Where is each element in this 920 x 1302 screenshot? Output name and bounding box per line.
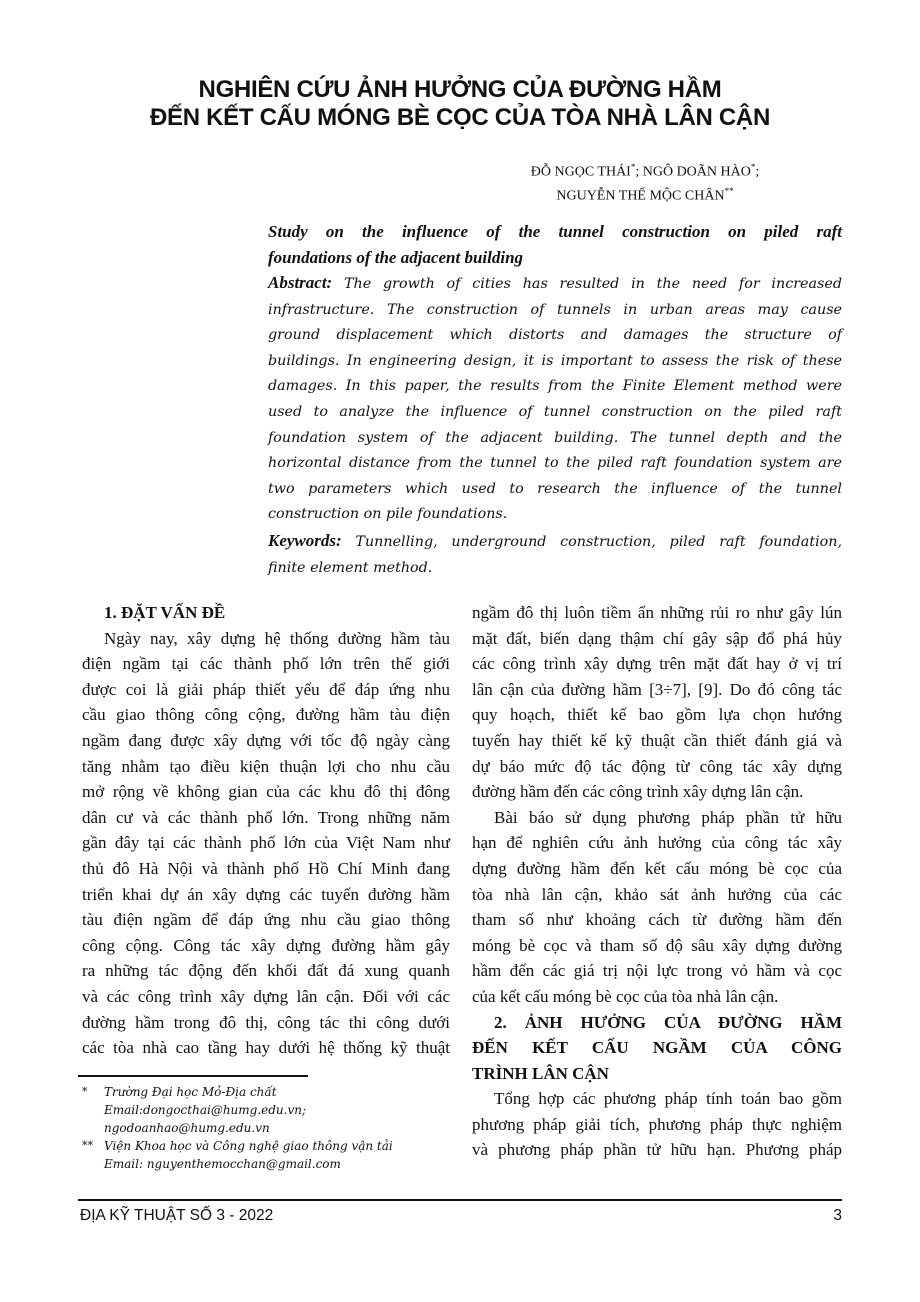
section-heading: 1. ĐẶT VẤN ĐỀ: [104, 603, 226, 622]
english-title-line: foundations of the adjacent building: [268, 248, 524, 267]
body-line: Ngày nay, xây dựng hệ thống đường hầm tàu: [104, 628, 450, 648]
section-heading: TRÌNH LÂN CẬN: [472, 1063, 609, 1083]
keywords-label: Keywords:: [268, 530, 342, 550]
body-line: và các công trình xây dựng lân cận. Đối với các: [82, 986, 450, 1006]
abstract-line: buildings. In engineering design, it is important to assess the risk of these: [268, 352, 842, 369]
body-line: triển khai dự án xây dựng các tuyến đường hầm: [82, 884, 450, 904]
section-heading: ĐẾN KẾT CẤU NGẦM CỦA CÔNG: [472, 1038, 842, 1058]
abstract-line: damages. In this paper, the results from the Finite Element method were: [268, 378, 842, 395]
body-line: quy hoạch, thiết kế bao gồm lựa chọn hướng: [472, 705, 842, 725]
abstract: [268, 270, 842, 581]
body-line: tăng nhằm tạo điều kiện thuận lợi cho nhu cầu: [82, 756, 450, 776]
right-column: [472, 600, 842, 1163]
body-line: thủ đô Hà Nội và thành phố Hồ Chí Minh đang: [82, 858, 450, 878]
body-line: gần đây tại các thành phố lớn của Việt Nam như: [82, 833, 450, 853]
title-line: ĐẾN KẾT CẤU MÓNG BÈ CỌC CỦA TÒA NHÀ LÂN CẬN: [150, 104, 770, 131]
body-line: được coi là giải pháp thiết yếu để đáp ứng nhu: [82, 679, 450, 699]
authors: [480, 158, 810, 205]
body-line: móng bè cọc và tham số độ sâu xây dựng đường: [472, 935, 842, 955]
abstract-label: Abstract:: [268, 273, 333, 292]
body-line: của kết cấu móng bè cọc của tòa nhà lân cận.: [472, 986, 779, 1006]
body-line: Tổng hợp các phương pháp tính toán bao gồm: [494, 1089, 842, 1109]
body-line: công cộng. Công tác xây dựng đường hầm gây: [82, 935, 450, 955]
body-line: tòa nhà lân cận, khảo sát ảnh hưởng của các: [472, 884, 842, 904]
section-heading: 2. ẢNH HƯỞNG CỦA ĐƯỜNG HẦM: [494, 1012, 842, 1032]
affiliation-mark: *: [750, 162, 756, 172]
body-line: phương pháp giải tích, phương pháp thực nghiệm: [472, 1114, 842, 1134]
body-line: mở rộng về không gian của các khu đô thị đông: [82, 782, 450, 802]
body-line: tuyến hay thiết kế kỹ thuật cần thiết đánh giá và: [472, 730, 842, 750]
body-line: hạn để nghiên cứu ảnh hưởng của công tác xây: [472, 833, 842, 853]
affiliation-mark: *: [630, 162, 636, 172]
left-column: [82, 600, 450, 1061]
body-line: ngầm đang được xây dựng với tốc độ ngày càng: [82, 730, 450, 750]
footer-divider: [78, 1199, 842, 1201]
body-line: ra những tác động đến khối đất đá xung quanh: [82, 961, 450, 981]
body-line: Bài báo sử dụng phương pháp phần tử hữu: [494, 807, 842, 827]
footnote-line: Trường Đại học Mỏ-Địa chất: [104, 1085, 277, 1099]
footnotes: [82, 1083, 462, 1173]
paper-title: [60, 76, 860, 132]
body-line: đường hầm đến các công trình xây dựng lân cận.: [472, 782, 804, 802]
body-line: các công trình xây dựng trên mặt đất hay ở vị trí: [472, 654, 842, 674]
keywords-line: finite element method.: [268, 559, 433, 576]
abstract-line: The growth of cities has resulted in the need for increased: [332, 276, 842, 292]
title-line: NGHIÊN CỨU ẢNH HƯỞNG CỦA ĐƯỜNG HẦM: [198, 76, 722, 103]
abstract-line: construction on pile foundations.: [268, 506, 508, 523]
abstract-line: foundation system of the adjacent building. The tunnel depth and the: [268, 429, 842, 446]
affiliation-mark: **: [724, 185, 734, 196]
body-line: dự báo mức độ tác động từ công tác xây dựng: [472, 756, 842, 776]
abstract-line: infrastructure. The construction of tunnels in urban areas may cause: [268, 301, 842, 318]
body-line: hầm đến các giá trị nội lực trong vỏ hầm và cọc: [472, 961, 842, 981]
body-line: tham số như khoảng cách từ đường hầm đến: [472, 910, 842, 930]
body-line: các tòa nhà cao tầng hay dưới hệ thống kỹ thuật: [82, 1038, 450, 1058]
body-line: đường hầm trong đô thị, công tác thi công dưới: [82, 1012, 450, 1032]
footnote-email: ngodoanhao@humg.edu.vn: [104, 1121, 270, 1135]
english-title-line: Study on the influence of the tunnel construction on piled raft: [268, 222, 842, 241]
footnote-mark: **: [82, 1139, 93, 1152]
abstract-line: two parameters which used to research the influence of the tunnel: [268, 480, 842, 497]
footnote-divider: [78, 1075, 308, 1077]
footnote-email: Email:dongocthai@humg.edu.vn;: [104, 1103, 307, 1117]
keywords-line: Tunnelling, underground construction, piled raft foundation,: [341, 533, 842, 550]
body-line: dựng đường hầm đến kết cấu móng bè cọc của: [472, 858, 842, 878]
page-number: 3: [833, 1207, 842, 1224]
author-name: NGUYỄN THẾ MỘC CHÂN: [556, 188, 725, 204]
english-title: [268, 219, 842, 271]
abstract-line: ground displacement which distorts and damages the structure of: [268, 327, 842, 344]
footnote-email: Email: nguyenthemocchan@gmail.com: [104, 1157, 341, 1171]
body-line: mặt đất, biến dạng thậm chí gây sập đổ phá hủy: [472, 628, 842, 648]
body-line: dân cư và các thành phố lớn. Trong những năm: [82, 807, 450, 827]
journal-name: ĐỊA KỸ THUẬT SỐ 3 - 2022: [80, 1207, 274, 1224]
separator: ;: [755, 164, 760, 180]
abstract-line: horizontal distance from the tunnel to the piled raft foundation system are: [268, 455, 842, 472]
footnote-line: Viện Khoa học và Công nghệ giao thông vận tải: [104, 1139, 393, 1153]
author-name: ĐỖ NGỌC THÁI: [530, 164, 631, 180]
author-name: NGÔ DOÃN HÀO: [642, 164, 751, 180]
body-line: ngầm đô thị luôn tiềm ẩn những rủi ro như gây lún: [472, 603, 842, 622]
body-line: điện ngầm tại các thành phố lớn trên thế giới: [82, 654, 450, 674]
footnote-mark: *: [82, 1085, 88, 1098]
separator: ;: [635, 164, 643, 180]
body-line: lân cận của đường hầm [3÷7], [9]. Do đó công tác: [472, 679, 842, 699]
body-line: tàu điện ngầm để đáp ứng nhu cầu giao thông: [82, 910, 450, 930]
body-line: và phương pháp phần tử hữu hạn. Phương pháp: [472, 1140, 842, 1160]
abstract-line: used to analyze the influence of tunnel construction on the piled raft: [268, 403, 842, 420]
body-line: cầu giao thông công cộng, đường hầm tàu điện: [82, 705, 450, 725]
